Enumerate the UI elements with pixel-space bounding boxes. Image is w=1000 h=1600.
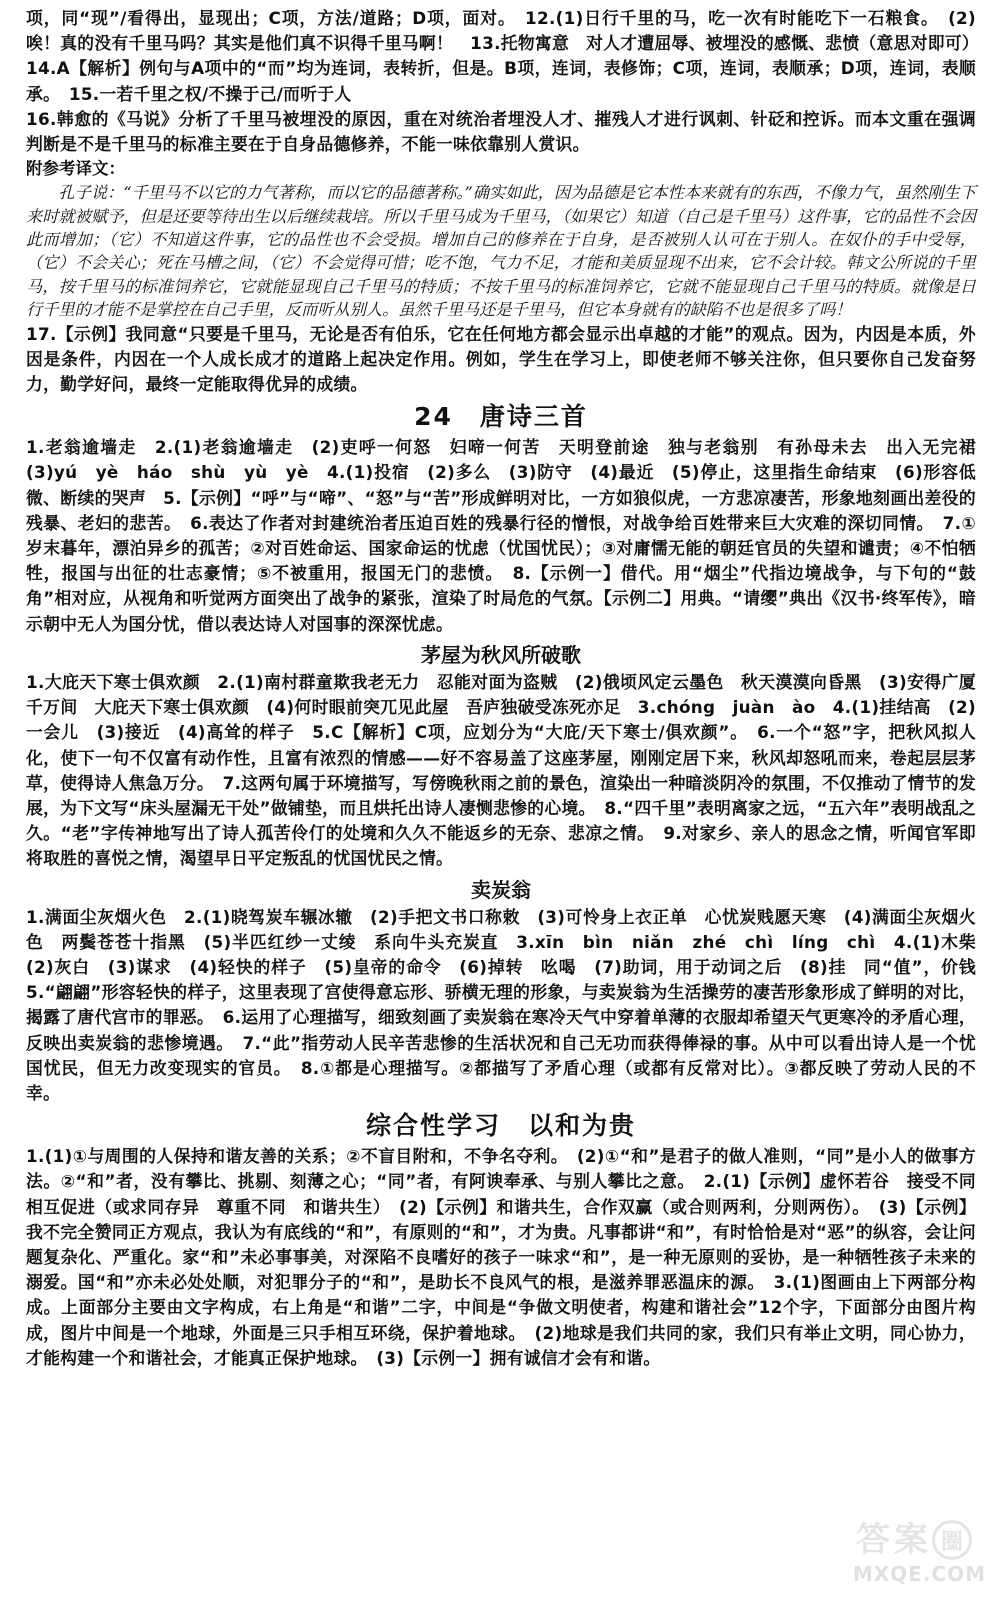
- section-maitan: [26, 876, 994, 1107]
- site-watermark: [806, 1520, 986, 1586]
- answer-paragraph: 1.老翁逾墙走 2.(1)老翁逾墙走 (2)吏呼一何怒 妇啼一何苦 天明登前途 独与老翁别 有孙母未去 出入无完裙 (3)yú yè háo shù yù yè 4.(1)投宿 (2)多么 (3)防守 (4)最近 (5)停止，这里指生命结束 (6)形容低微、断续的哭声 5.【示例】“呼”与“啼”、“怒”与“苦”形成鲜明对比，一方如狼似虎，一方悲凉凄苦，形象地刻画出差役的残暴、老妇的悲苦。 6.表达了作者对封建统治者压迫百姓的残暴行径的憎恨，对战争给百姓带来巨大灾难的深切同情。 7.①岁末暮年，漂泊异乡的孤苦；②对百姓命运、国家命运的忧虑（忧国忧民）；③对庸懦无能的朝廷官员的失望和谴责；④不怕牺牲，报国与出征的壮志豪情；⑤不被重用，报国无门的悲愤。 8.【示例一】借代。用“烟尘”代指边境战争，与下句的“鼓角”相对应，从视角和听觉两方面突出了战争的紧张，渲染了时局危的气氛。【示例二】用典。“请缨”典出《汉书·终军传》，暗示朝中无人为国分忧，借以表达诗人对国事的深深忧虑。: [26, 437, 994, 634]
- answer-paragraph: 项，同“现”/看得出，显现出；C项，方法/道路；D项，面对。 12.(1)日行千里的马，吃一次有时能吃下一石粮食。 (2)唉！真的没有千里马吗？其实是他们真不识得千里马啊！ 13.托物寓意 对人才遭屈辱、被埋没的感慨、悲愤（意思对即可）: [26, 8, 980, 54]
- section-ma-shuo-answers: [26, 6, 980, 397]
- answer-paragraph: 1.大庇天下寒士俱欢颜 2.(1)南村群童欺我老无力 忍能对面为盗贼 (2)俄顷风定云墨色 秋天漠漠向昏黑 (3)安得广厦千万间 大庇天下寒士俱欢颜 (4)何时眼前突兀见此屋 吾庐独破受冻死亦足 3.chóng juàn ào 4.(1)挂结高 (2)一会儿 (3)接近 (4)高耸的样子 5.C【解析】C项，应划分为“大庇/天下寒士/俱欢颜”。 6.一个“怒”字，把秋风拟人化，使下一句不仅富有动作性，且富有浓烈的情感——好不容易盖了这座茅屋，刚刚定居下来，秋风却怒吼而来，卷起层层茅草，使得诗人焦急万分。 7.这两句属于环境描写，写傍晚秋雨之前的景色，渲染出一种暗淡阴冷的氛围，不仅推动了情节的发展，为下文写“床头屋漏无干处”做铺垫，而且烘托出诗人凄恻悲惨的心境。 8.“四千里”表明离家之远，“五六年”表明战乱之久。“老”字传神地写出了诗人孤苦伶仃的处境和久久不能返乡的无奈、悲凉之情。 9.对家乡、亲人的思念之情，听闻官军即将取胜的喜悦之情，渴望早日平定叛乱的忧国忧民之情。: [26, 671, 976, 869]
- poem-title: 茅屋为秋风所破歌: [421, 642, 581, 667]
- answer-paragraph: 17.【示例】我同意“只要是千里马，无论是否有伯乐，它在任何地方都会显示出卓越的才能”的观点。因为，内因是本质，外因是条件，内因在一个人成长成才的道路上起决定作用。例如，学生在学习上，即使老师不够关注你，但只要你自己发奋努力，勤学好问，最终一定能取得优异的成绩。: [26, 323, 976, 395]
- translation-heading: 附参考译文：: [26, 159, 125, 179]
- answer-paragraph: 1.满面尘灰烟火色 2.(1)晓驾炭车辗冰辙 (2)手把文书口称敕 (3)可怜身上衣正单 心忧炭贱愿天寒 (4)满面尘灰烟火色 两鬓苍苍十指黑 (5)半匹红纱一丈绫 系向牛头充炭直 3.xīn bìn niǎn zhé chì líng chì 4.(1)木柴 (2)灰白 (3)谋求 (4)轻快的样子 (5)皇帝的命令 (6)掉转 吆喝 (7)助词，用于动词之后 (8)挂 同“值”，价钱 5.“翩翩”形容轻快的样子，这里表现了宫使得意忘形、骄横无理的形象，与卖炭翁为生活操劳的凄苦形象形成了鲜明的对比，揭露了唐代宫市的罪恶。 6.运用了心理描写，细致刻画了卖炭翁在寒冷天气中穿着单薄的衣服却希望天气更寒冷的矛盾心理，反映出卖炭翁的悲惨境遇。 7.“此”指劳动人民辛苦悲惨的生活状况和自己无功而获得俸禄的事。从中可以看出诗人是一个忧国忧民，但无力改变现实的官员。 8.①都是心理描写。②都描写了矛盾心理（或都有反常对比）。③都反映了劳动人民的不幸。: [26, 906, 994, 1103]
- lesson-title: 综合性学习 以和为贵: [365, 1111, 636, 1141]
- watermark-logo: [856, 1520, 972, 1560]
- answer-paragraph: 14.A【解析】例句与A项中的“而”均为连词，表转折，但是。B项，连词，表修饰；C项，连词，表顺承；D项，连词，表顺承。 15.一若千里之权/不操于己/而听于人: [26, 58, 976, 104]
- section-maowu: [26, 641, 976, 872]
- answer-paragraph: 1.(1)①与周围的人保持和谐友善的关系；②不盲目附和，不争名夺利。 (2)①“和”是君子的做人准则，“同”是小人的做事方法。②“和”者，没有攀比、挑剔、刻薄之心；“同”者，有阿谀奉承、与别人攀比之意。 2.(1)【示例】虚怀若谷 接受不同 相互促进（或求同存异 尊重不同 和谐共生） (2)【示例】和谐共生，合作双赢（或合则两利，分则两伤）。 (3)【示例】我不完全赞同正方观点，我认为有底线的“和”，有原则的“和”，才为贵。凡事都讲“和”，有时恰恰是对“恶”的纵容，会让问题复杂化、严重化。家“和”未必事事美，对深陷不良嗜好的孩子一味求“和”，是一种无原则的妥协，是一种牺牲孩子未来的溺爱。国“和”亦未必处处顺，对犯罪分子的“和”，是助长不良风气的根，是滋养罪恶温床的源。 3.(1)图画由上下两部分构成。上面部分主要由文字构成，右上角是“和谐”二字，中间是“争做文明使者，构建和谐社会”12个字，下面部分由图片构成，图片中间是一个地球，外面是三只手相互环绕，保护着地球。 (2)地球是我们共同的家，我们只有举止文明，同心协力，才能构建一个和谐社会，才能真正保护地球。 (3)【示例一】拥有诚信才会有和谐。: [26, 1146, 994, 1368]
- answer-paragraph: 16.韩愈的《马说》分析了千里马被埋没的原因，重在对统治者埋没人才、摧残人才进行讽刺、针砭和控诉。而本文重在强调判断是不是千里马的标准主要在于自身品德修养，不能一味依靠别人赏识。: [26, 108, 976, 155]
- section-zonghe: [26, 1110, 994, 1371]
- watermark-badge-icon: 圈: [932, 1520, 972, 1560]
- watermark-char: 答: [856, 1520, 890, 1560]
- reference-translation: 孔子说：“千里马不以它的力气著称，而以它的品德著称。”确实如此，因为品德是它本性本来就有的东西，不像力气，虽然刚生下来时就被赋予，但是还要等待出生以后继续栽培。所以千里马成为千里马，（如果它）知道（自己是千里马）这件事，它的品性不会因此而增加；（它）不知道这件事，它的品性也不会受损。增加自己的修养在于自身，是否被别人认可在于别人。在奴仆的手中受辱，（它）不会关心；死在马槽之间，（它）不会觉得可惜；吃不饱，气力不足，才能和美质显现不出来，它不会计较。韩文公所说的千里马，按千里马的标准饲养它，它就能显现自己千里马的特质；不按千里马的标准饲养它，它就不能显现自己千里马的特质。就像是日行千里的才能不是掌控在自己手里，反而听从别人。虽然千里马还是千里马，但它本身就有的缺陷不也是很多了吗！: [26, 183, 976, 320]
- poem-title: 卖炭翁: [471, 877, 531, 902]
- watermark-url: MXQE.COM: [852, 1562, 986, 1586]
- watermark-char: 案: [894, 1520, 928, 1560]
- section-lesson-24: [26, 401, 994, 637]
- lesson-title: 24 唐诗三首: [414, 402, 588, 432]
